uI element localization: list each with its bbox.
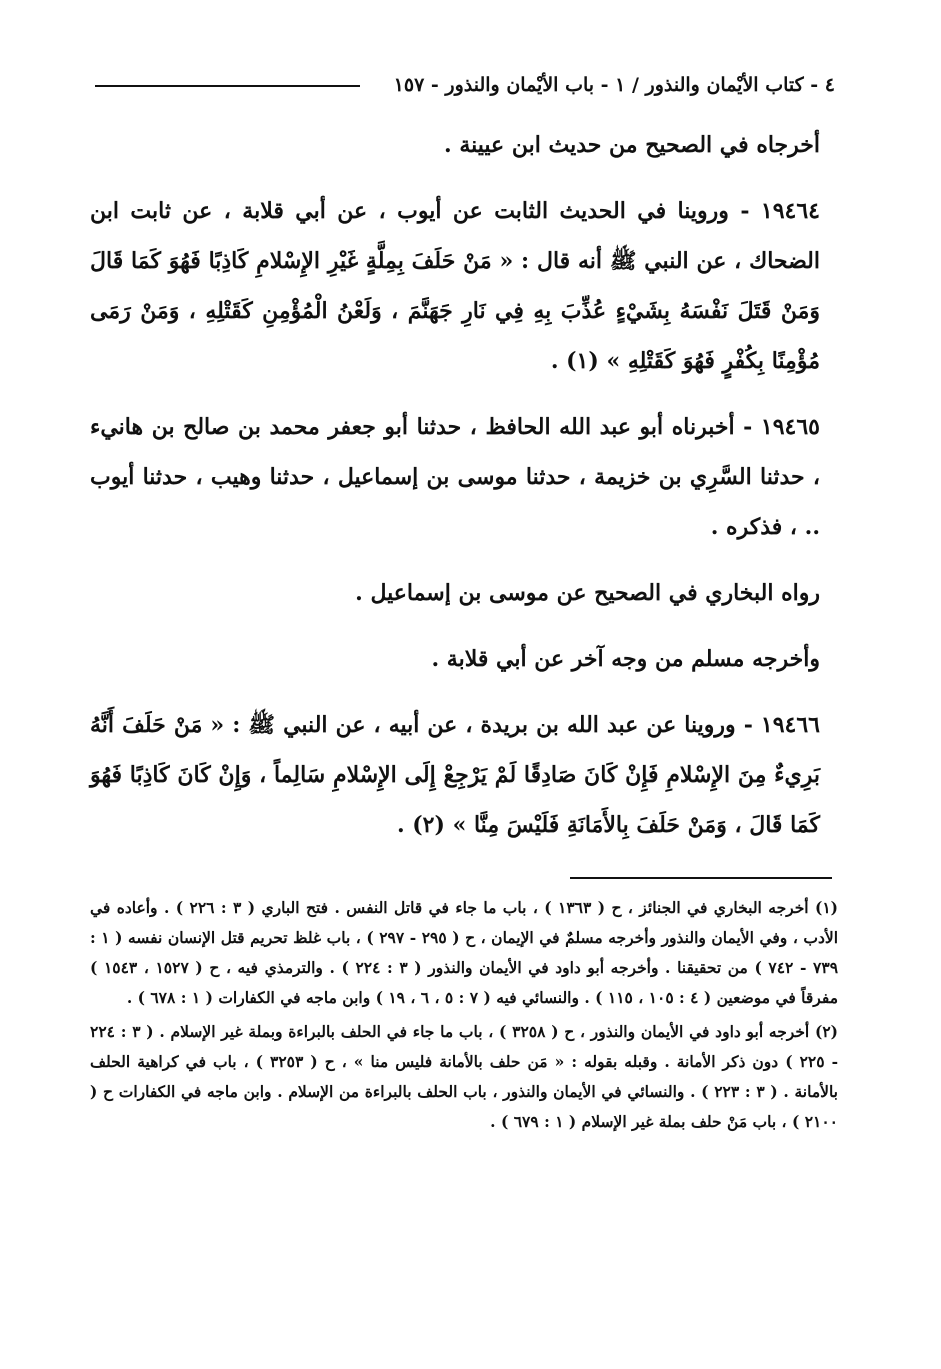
header-rule: [95, 85, 360, 87]
footnote-1: (١) أخرجه البخاري في الجنائز ، ح ( ١٣٦٣ ) ، باب ما جاء في قاتل النفس . فتح الباري ( ٣ : ٢٢٦ ) . وأعاده في الأدب ، وفي الأيمان والنذور وأخرجه مسلمٌ في الإيمان ، ح ( ٢٩٥ - ٢٩٧ ) ، باب غلظ تحريم قتل الإنسان نفسه ( ١ : ٧٣٩ - ٧٤٢ ) من تحقيقنا . وأخرجه أبو داود في الأيمان والنذور ( ٣ : ٢٢٤ ) . والترمذي فيه ، ح ( ١٥٢٧ ، ١٥٤٣ ) مفرقاً في موضعين ( ٤ : ١٠٥ ، ١١٥ ) . والنسائي فيه ( ٧ : ٥ ، ٦ ، ١٩ ) وابن ماجه في الكفارات ( ١ : ٦٧٨ ) .: [90, 898, 839, 1007]
hadith-19464: ١٩٤٦٤ - وروينا في الحديث الثابت عن أيوب ، عن أبي قلابة ، عن ثابت ابن الضحاك ، عن النبي ﷺ أنه قال : « مَنْ حَلَفَ بِمِلَّةٍ غَيْرِ الإِسْلامِ كَاذِبًا فَهُوَ كَمَا قَالَ وَمَنْ قَتَلَ نَفْسَهُ بِشَيْءٍ عُذِّبَ بِهِ فِي نَارِ جَهَنَّمَ ، وَلَعْنُ الْمُؤْمِنِ كَقَتْلِهِ ، وَمَنْ رَمَى مُؤْمِنًا بِكُفْرٍ فَهُوَ كَقَتْلِهِ » (١) .: [90, 198, 821, 374]
running-title: ٤ - كتاب الأيْمان والنذور / ١ - باب الأيْمان والنذور - ١٥٧: [393, 74, 835, 96]
paragraph-bukhari-note: رواه البخاري في الصحيح عن موسى بن إسماعيل .: [355, 580, 820, 606]
footnotes: [90, 893, 838, 1141]
main-text: [90, 120, 820, 866]
paragraph-takhrij-intro: أخرجاه في الصحيح من حديث ابن عيينة .: [444, 132, 820, 158]
paragraph-muslim-note: وأخرجه مسلم من وجه آخر عن أبي قلابة .: [431, 646, 820, 672]
hadith-19465: ١٩٤٦٥ - أخبرناه أبو عبد الله الحافظ ، حدثنا أبو جعفر محمد بن صالح بن هانيء ، حدثنا السَّرِي بن خزيمة ، حدثنا موسى بن إسماعيل ، حدثنا وهيب ، حدثنا أيوب .. ، فذكره .: [90, 414, 820, 540]
hadith-19466: ١٩٤٦٦ - وروينا عن عبد الله بن بريدة ، عن أبيه ، عن النبي ﷺ : « مَنْ حَلَفَ أَنَّهُ بَرِيءٌ مِنَ الإِسْلامِ فَإِنْ كَانَ صَادِقًا لَمْ يَرْجِعْ إِلَى الإِسْلامِ سَالِماً ، وَإِنْ كَانَ كَاذِبًا فَهُوَ كَمَا قَالَ ، وَمَنْ حَلَفَ بِالأَمَانَةِ فَلَيْسَ مِنَّا » (٢) .: [90, 712, 820, 838]
footnote-2: (٢) أخرجه أبو داود في الأيمان والنذور ، ح ( ٣٢٥٨ ) ، باب ما جاء في الحلف بالبراءة وبملة غير الإسلام . ( ٣ : ٢٢٤ - ٢٢٥ ) دون ذكر الأمانة . وقبله بقوله : « مَن حلف بالأمانة فليس منا » ، ح ( ٣٢٥٣ ) ، باب في كراهية الحلف بالأمانة . ( ٣ : ٢٢٣ ) . والنسائي في الأيمان والنذور ، باب الحلف بالبراءة من الإسلام . وابن ماجه في الكفارات ح ( ٢١٠٠ ) ، باب مَنْ حلف بملة غير الإسلام ( ١ : ٦٧٩ ) .: [90, 1022, 838, 1131]
running-header: [95, 70, 835, 100]
footnote-separator: [570, 877, 832, 879]
